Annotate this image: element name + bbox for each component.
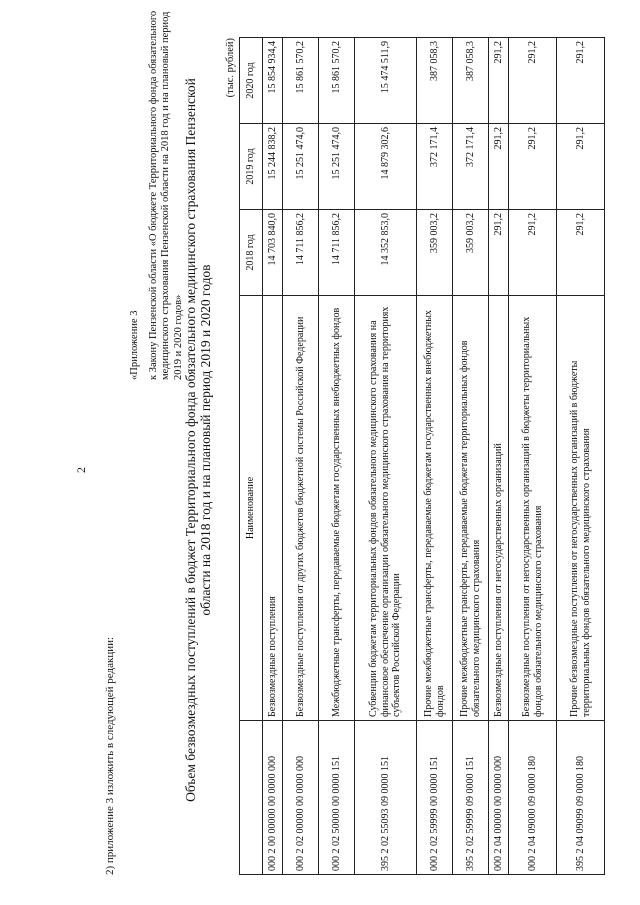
cell-2018: 14 711 856,2 [283, 210, 319, 296]
header-code [240, 721, 263, 875]
cell-2020: 15 854 934,4 [263, 38, 283, 124]
table-row [489, 38, 509, 875]
cell-2020: 15 474 511,9 [355, 38, 417, 124]
cell-2020: 387 058,3 [417, 38, 453, 124]
table-row [355, 38, 417, 875]
cell-2019: 372 171,4 [453, 124, 489, 210]
table-header-row [240, 38, 263, 875]
table-row [453, 38, 489, 875]
cell-name: Прочие межбюджетные трансферты, передаваемые бюджетам государственных внебюджетных фондов [417, 296, 453, 721]
header-2018: 2018 год [240, 210, 263, 296]
cell-code: 395 2 04 09099 09 0000 180 [557, 721, 605, 875]
header-2019: 2019 год [240, 124, 263, 210]
table-row [509, 38, 557, 875]
cell-name: Безвозмездные поступления от негосударственных организаций в бюджеты территориальных фондов обязательного медицинского страхования [509, 296, 557, 721]
cell-2020: 15 861 570,2 [319, 38, 355, 124]
table-row [417, 38, 453, 875]
document-title: Объем безвозмездных поступлений в бюджет Территориального фонда обязательного медицинского страхования Пензенской области на 2018 год и на плановый период 2019 и 2020 годов [183, 78, 213, 802]
cell-code: 000 2 02 00000 00 0000 000 [283, 721, 319, 875]
revenue-table [239, 37, 605, 875]
cell-code: 000 2 02 59999 00 0000 151 [417, 721, 453, 875]
cell-code: 000 2 04 09000 09 0000 180 [509, 721, 557, 875]
table-row [283, 38, 319, 875]
header-2020: 2020 год [240, 38, 263, 124]
table-row [319, 38, 355, 875]
cell-name: Безвозмездные поступления от других бюджетов бюджетной системы Российской Федерации [283, 296, 319, 721]
cell-2018: 291,2 [489, 210, 509, 296]
cell-2019: 372 171,4 [417, 124, 453, 210]
cell-2018: 14 352 853,0 [355, 210, 417, 296]
cell-2020: 291,2 [489, 38, 509, 124]
cell-2018: 14 703 840,0 [263, 210, 283, 296]
cell-2018: 291,2 [557, 210, 605, 296]
table-row [263, 38, 283, 875]
cell-2019: 15 244 838,2 [263, 124, 283, 210]
cell-2019: 15 251 474,0 [319, 124, 355, 210]
cell-2019: 291,2 [557, 124, 605, 210]
units-label: (тыс. рублей) [225, 38, 236, 98]
table-row [557, 38, 605, 875]
appendix-note [129, 0, 185, 380]
cell-name: Субвенции бюджетам территориальных фондов обязательного медицинского страхования на финансовое обеспечение организации обязательного медицинского страхования на территориях субъектов Российской Федерации [355, 296, 417, 721]
cell-2018: 359 003,2 [453, 210, 489, 296]
cell-2019: 291,2 [489, 124, 509, 210]
cell-code: 395 2 02 59999 09 0000 151 [453, 721, 489, 875]
cell-code: 395 2 02 55093 09 0000 151 [355, 721, 417, 875]
cell-2019: 14 879 302,6 [355, 124, 417, 210]
cell-name: Межбюджетные трансферты, передаваемые бюджетам государственных внебюджетных фондов [319, 296, 355, 721]
cell-name: Безвозмездные поступления [263, 296, 283, 721]
cell-code: 000 2 04 00000 00 0000 000 [489, 721, 509, 875]
cell-2020: 291,2 [557, 38, 605, 124]
cell-2018: 359 003,2 [417, 210, 453, 296]
cell-code: 000 2 00 00000 00 0000 000 [263, 721, 283, 875]
cell-2018: 14 711 856,2 [319, 210, 355, 296]
cell-2018: 291,2 [509, 210, 557, 296]
cell-name: Прочие межбюджетные трансферты, передаваемые бюджетам территориальных фондов обязательного медицинского страхования [453, 296, 489, 721]
cell-2020: 387 058,3 [453, 38, 489, 124]
page-number: 2 [74, 467, 88, 473]
cell-name: Прочие безвозмездные поступления от негосударственных организаций в бюджеты территориальных фондов обязательного медицинского страхования [557, 296, 605, 721]
cell-2020: 15 861 570,2 [283, 38, 319, 124]
appendix-text: к Закону Пензенской области «О бюджете Территориального фонда обязательного медицинского страхования Пензенской области на 2018 год и на плановый период 2019 и 2020 годов» [147, 10, 184, 380]
appendix-title: «Приложение 3 [129, 310, 140, 380]
cell-code: 000 2 02 50000 00 0000 151 [319, 721, 355, 875]
cell-2019: 291,2 [509, 124, 557, 210]
cell-2019: 15 251 474,0 [283, 124, 319, 210]
cell-2020: 291,2 [509, 38, 557, 124]
header-name: Наименование [240, 296, 263, 721]
cell-name: Безвозмездные поступления от негосударственных организаций [489, 296, 509, 721]
intro-text: 2) приложение 3 изложить в следующей редакции: [104, 636, 116, 875]
